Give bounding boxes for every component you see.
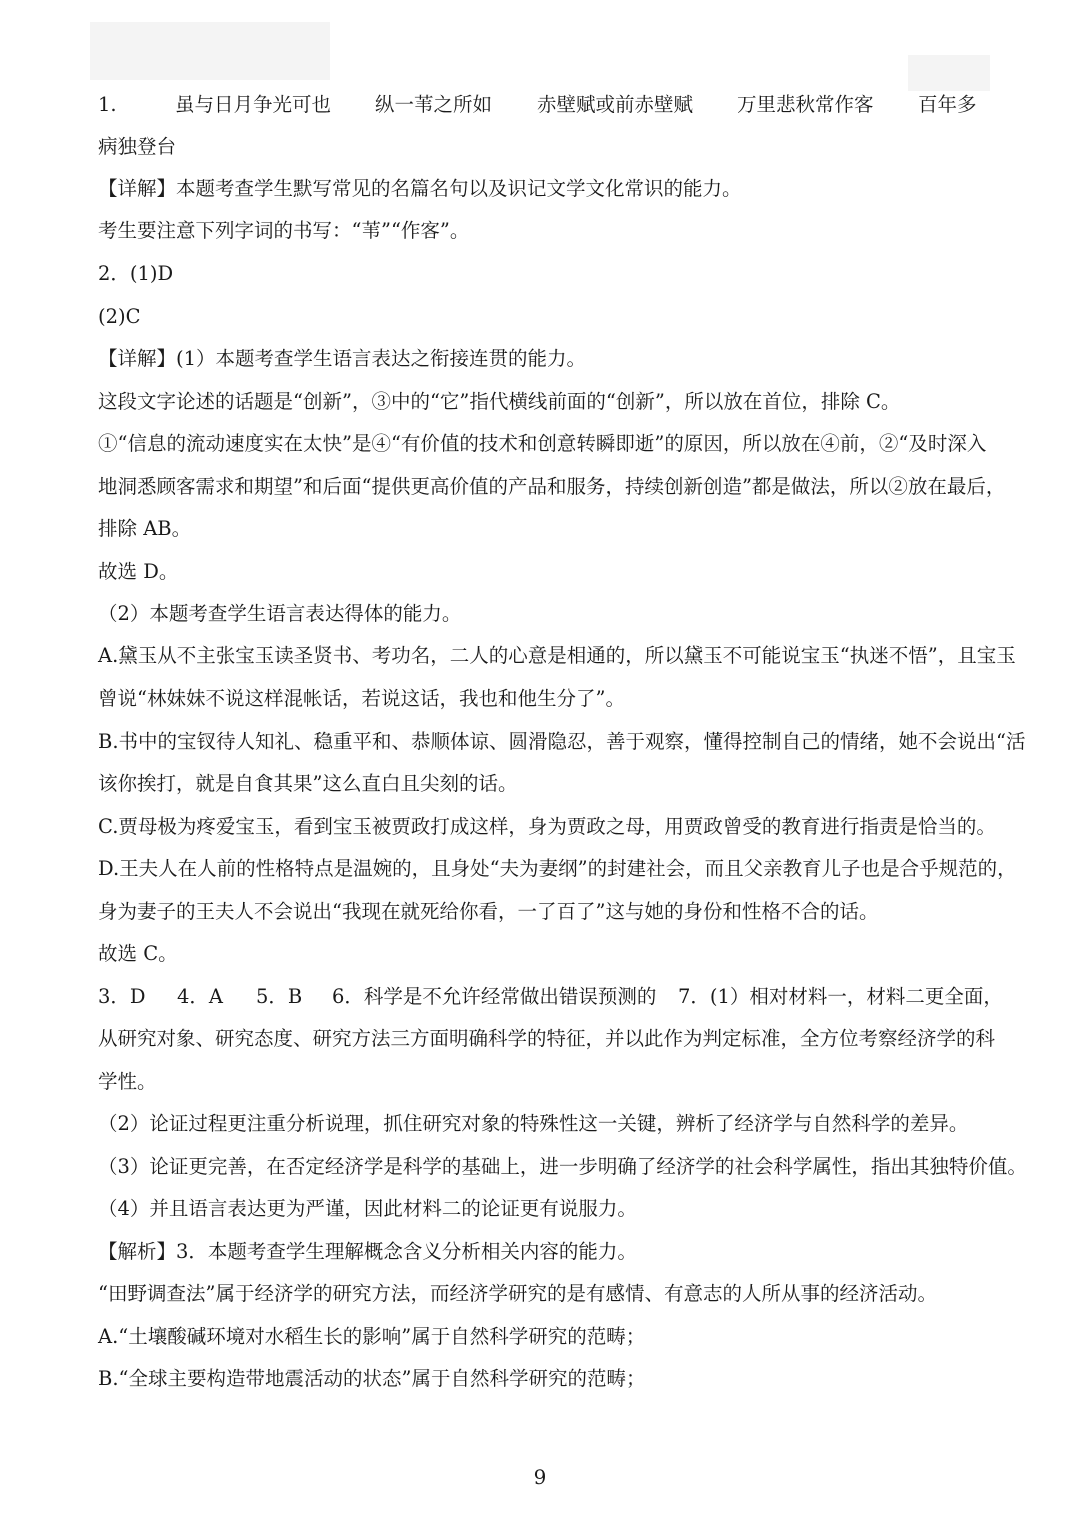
text-line: B.“全球主要构造带地震活动的状态”属于自然科学研究的范畴； [98,1367,646,1390]
answer-row-3-7 [98,984,1003,1010]
text-line: 地洞悉顾客需求和期望”和后面“提供更高价值的产品和服务，持续创新创造”都是做法，所以②放在最后， [98,475,1006,498]
scan-smudge-top-right [908,55,990,91]
text-line: 【解析】3．本题考查学生理解概念含义分析相关内容的能力。 [98,1240,637,1263]
scan-smudge-top-left [90,22,330,80]
text-line: （4）并且语言表达更为严谨，因此材料二的论证更有说服力。 [98,1197,637,1220]
text-line: （2）论证过程更注重分析说理，抓住研究对象的特殊性这一关键，辨析了经济学与自然科学的差异。 [98,1112,969,1135]
text-line: A.“土壤酸碱环境对水稻生长的影响”属于自然科学研究的范畴； [98,1325,646,1348]
text-line: (2)C [98,305,141,328]
text-line: （2）本题考查学生语言表达得体的能力。 [98,602,462,625]
answer-blank: 虽与日月争光可也 [175,93,332,116]
text-line: 身为妻子的王夫人不会说出“我现在就死给你看，一了百了”这与她的身份和性格不合的话。 [98,900,879,923]
text-line: D.王夫人在人前的性格特点是温婉的，且身处“夫为妻纲”的封建社会，而且父亲教育儿子也是合乎规范的， [98,857,1017,880]
text-line: 2．(1)D [98,262,174,285]
answer-blank: 百年多 [918,93,977,116]
text-line: A.黛玉从不主张宝玉读圣贤书、考功名，二人的心意是相通的，所以黛玉不可能说宝玉“执迷不悟”，且宝玉 [98,644,1016,667]
text-line: （3）论证更完善，在否定经济学是科学的基础上，进一步明确了经济学的社会科学属性，指出其独特价值。 [98,1155,1027,1178]
text-line: 病独登台 [98,135,177,158]
answer-blank: 赤壁赋或前赤壁赋 [537,93,694,116]
text-line: 这段文字论述的话题是“创新”，③中的“它”指代横线前面的“创新”，所以放在首位，排除 C。 [98,390,901,413]
text-line: 故选 C。 [98,942,178,965]
answer-5: 5．B [256,985,303,1008]
answer-blank: 纵一苇之所如 [375,93,493,116]
text-line: “田野调查法”属于经济学的研究方法，而经济学研究的是有感情、有意志的人所从事的经济活动。 [98,1282,937,1305]
text-line: 学性。 [98,1070,157,1093]
text-line: C.贾母极为疼爱宝玉，看到宝玉被贾政打成这样，身为贾政之母，用贾政曾受的教育进行指责是恰当的。 [98,815,996,838]
text-line: ①“信息的流动速度实在太快”是④“有价值的技术和创意转瞬即逝”的原因，所以放在④前，②“及时深入 [98,432,987,455]
text-line: 排除 AB。 [98,517,192,540]
answer-row-1 [98,92,998,118]
answer-7: 7．(1）相对材料一，材料二更全面， [678,985,1003,1008]
text-line: B.书中的宝钗待人知礼、稳重平和、恭顺体谅、圆滑隐忍，善于观察，懂得控制自己的情绪，她不会说出“活 [98,730,1026,753]
text-line: 从研究对象、研究态度、研究方法三方面明确科学的特征，并以此作为判定标准，全方位考察经济学的科 [98,1027,996,1050]
answer-3: 3．D [98,985,146,1008]
text-line: 该你挨打，就是自食其果”这么直白且尖刻的话。 [98,772,518,795]
text-line: 【详解】(1）本题考查学生语言表达之衔接连贯的能力。 [98,347,587,370]
text-line: 故选 D。 [98,560,179,583]
answer-6: 6．科学是不允许经常做出错误预测的 [332,985,657,1008]
answer-number: 1. [98,93,117,116]
answer-4: 4．A [177,985,223,1008]
text-line: 曾说“林妹妹不说这样混帐话，若说这话，我也和他生分了”。 [98,687,625,710]
answer-blank: 万里悲秋常作客 [737,93,874,116]
text-line: 【详解】本题考查学生默写常见的名篇名句以及识记文学文化常识的能力。 [98,177,742,200]
page-number: 9 [533,1465,547,1489]
text-line: 考生要注意下列字词的书写：“苇”“作客”。 [98,219,470,242]
